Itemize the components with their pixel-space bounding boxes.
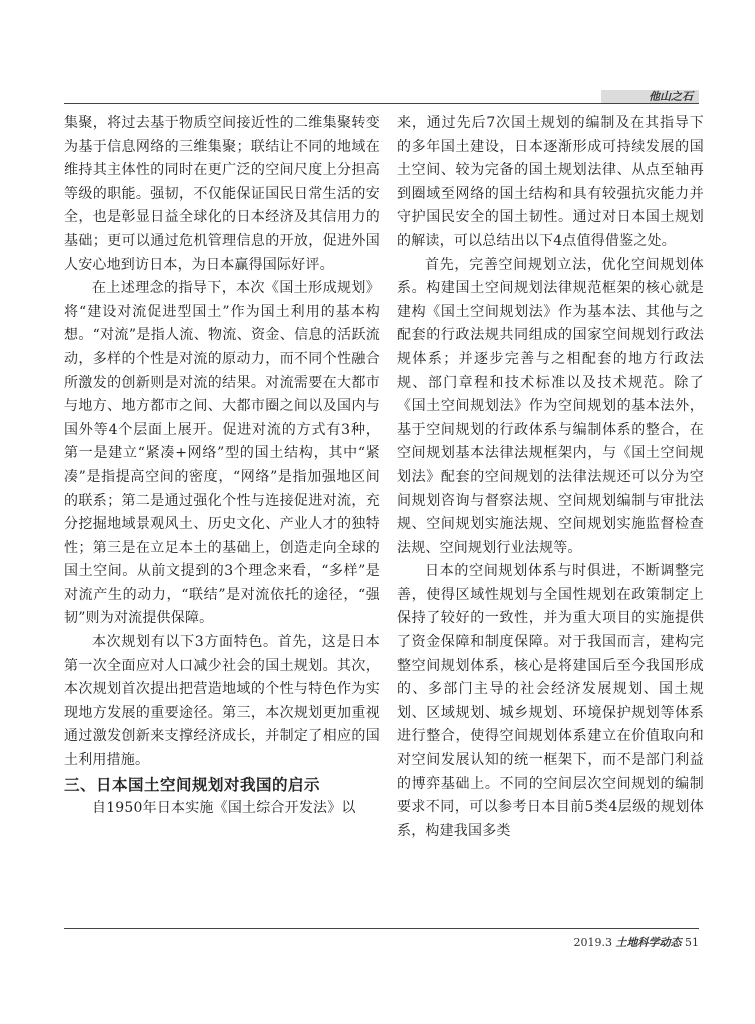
paragraph: 本次规划有以下3方面特色。首先，这是日本第一次全面应对人口减少社会的国土规划。其次，本次规划首次提出把营造地域的个性与特色作为实现地方发展的重要途径。第三，本次规划更加重视通过激发创新来支撑经济成长，并制定了相应的国土利用措施。	[64, 634, 380, 769]
section-heading: 三、日本国土空间规划对我国的启示	[64, 775, 321, 794]
page-number: 51	[685, 936, 699, 949]
paragraph: 在上述理念的指导下，本次《国土形成规划》将“建设对流促进型国土”作为国土利用的基本构想。“对流”是指人流、物流、资金、信息的活跃流动，多样的个性是对流的原动力，而不同个性融合所激发的创新则是对流的结果。对流需要在大都市与地方、地方都市之间、大都市圈之间以及国内与国外等4个层面上展开。促进对流的方式有3种，第一是建立“紧凑+网络”型的国土结构，其中“紧凑”是指提高空间的密度，“网络”是指加强地区间的联系；第二是通过强化个性与连接促进对流，充分挖掘地域景观风土、历史文化、产业人才的独特性；第三是在立足本土的基础上，创造走向全球的国土空间。从前文提到的3个理念来看，“多样”是对流产生的动力，“联结”是对流依托的途径，“强韧”则为对流提供保障。	[64, 280, 380, 627]
paragraph: 自1950年日本实施《国土综合开发法》以	[92, 799, 356, 816]
paragraph: 首先，完善空间规划立法，优化空间规划体系。构建国土空间规划法律规范框架的核心就是建构《国土空间规划法》作为基本法、其他与之配套的行政法规共同组成的国家空间规划行政法规体系；并逐步完善与之相配套的地方行政法规、部门章程和技术标准以及技术规范。除了《国土空间规划法》作为空间规划的基本法外，基于空间规划的行政体系与编制体系的整合，在空间规划基本法律法规框架内，与《国土空间规划法》配套的空间规划的法律法规还可以分为空间规划咨询与督察法规、空间规划编制与审批法规、空间规划实施法规、空间规划实施监督检查法规、空间规划行业法规等。	[397, 256, 704, 556]
paragraph: 日本的空间规划体系与时俱进，不断调整完善，使得区域性规划与全国性规划在政策制定上保持了较好的一致性，并为重大项目的实施提供了资金保障和制度保障。对于我国而言，建构完整空间规划体系，核心是将建国后至今我国形成的、多部门主导的社会经济发展规划、国土规划、区域规划、城乡规划、环境保护规划等体系进行整合，使得空间规划体系建立在价值取向和对空间发展认知的统一框架下，而不是部门利益的博弈基础上。不同的空间层次空间规划的编制要求不同，可以参考日本目前5类4层级的规划体系，构建我国多类	[397, 563, 704, 839]
right-column	[397, 112, 704, 843]
page-footer	[574, 934, 700, 950]
paragraph: 来，通过先后7次国土规划的编制及在其指导下的多年国土建设，日本逐渐形成可持续发展的国土空间、较为完备的国土规划法律、从点至轴再到圈域至网络的国土结构和具有较强抗灾能力并守护国民安全的国土韧性。通过对日本国土规划的解读，可以总结出以下4点值得借鉴之处。	[397, 115, 704, 249]
issue-number: 2019.3	[573, 936, 612, 949]
paragraph: 集聚，将过去基于物质空间接近性的二维集聚转变为基于信息网络的三维集聚；联结让不同的地域在维持其主体性的同时在更广泛的空间尺度上分担高等级的职能。强韧，不仅能保证国民日常生活的安全，也是彰显日益全球化的日本经济及其信用力的基础；更可以通过危机管理信息的开放，促进外国人安心地到访日本，为日本赢得国际好评。	[64, 115, 380, 273]
journal-name: 土地科学动态	[615, 936, 682, 949]
left-column	[64, 112, 380, 820]
section-tag: 他山之石	[601, 90, 699, 104]
header-rule	[64, 103, 699, 104]
footer-rule	[64, 928, 699, 929]
